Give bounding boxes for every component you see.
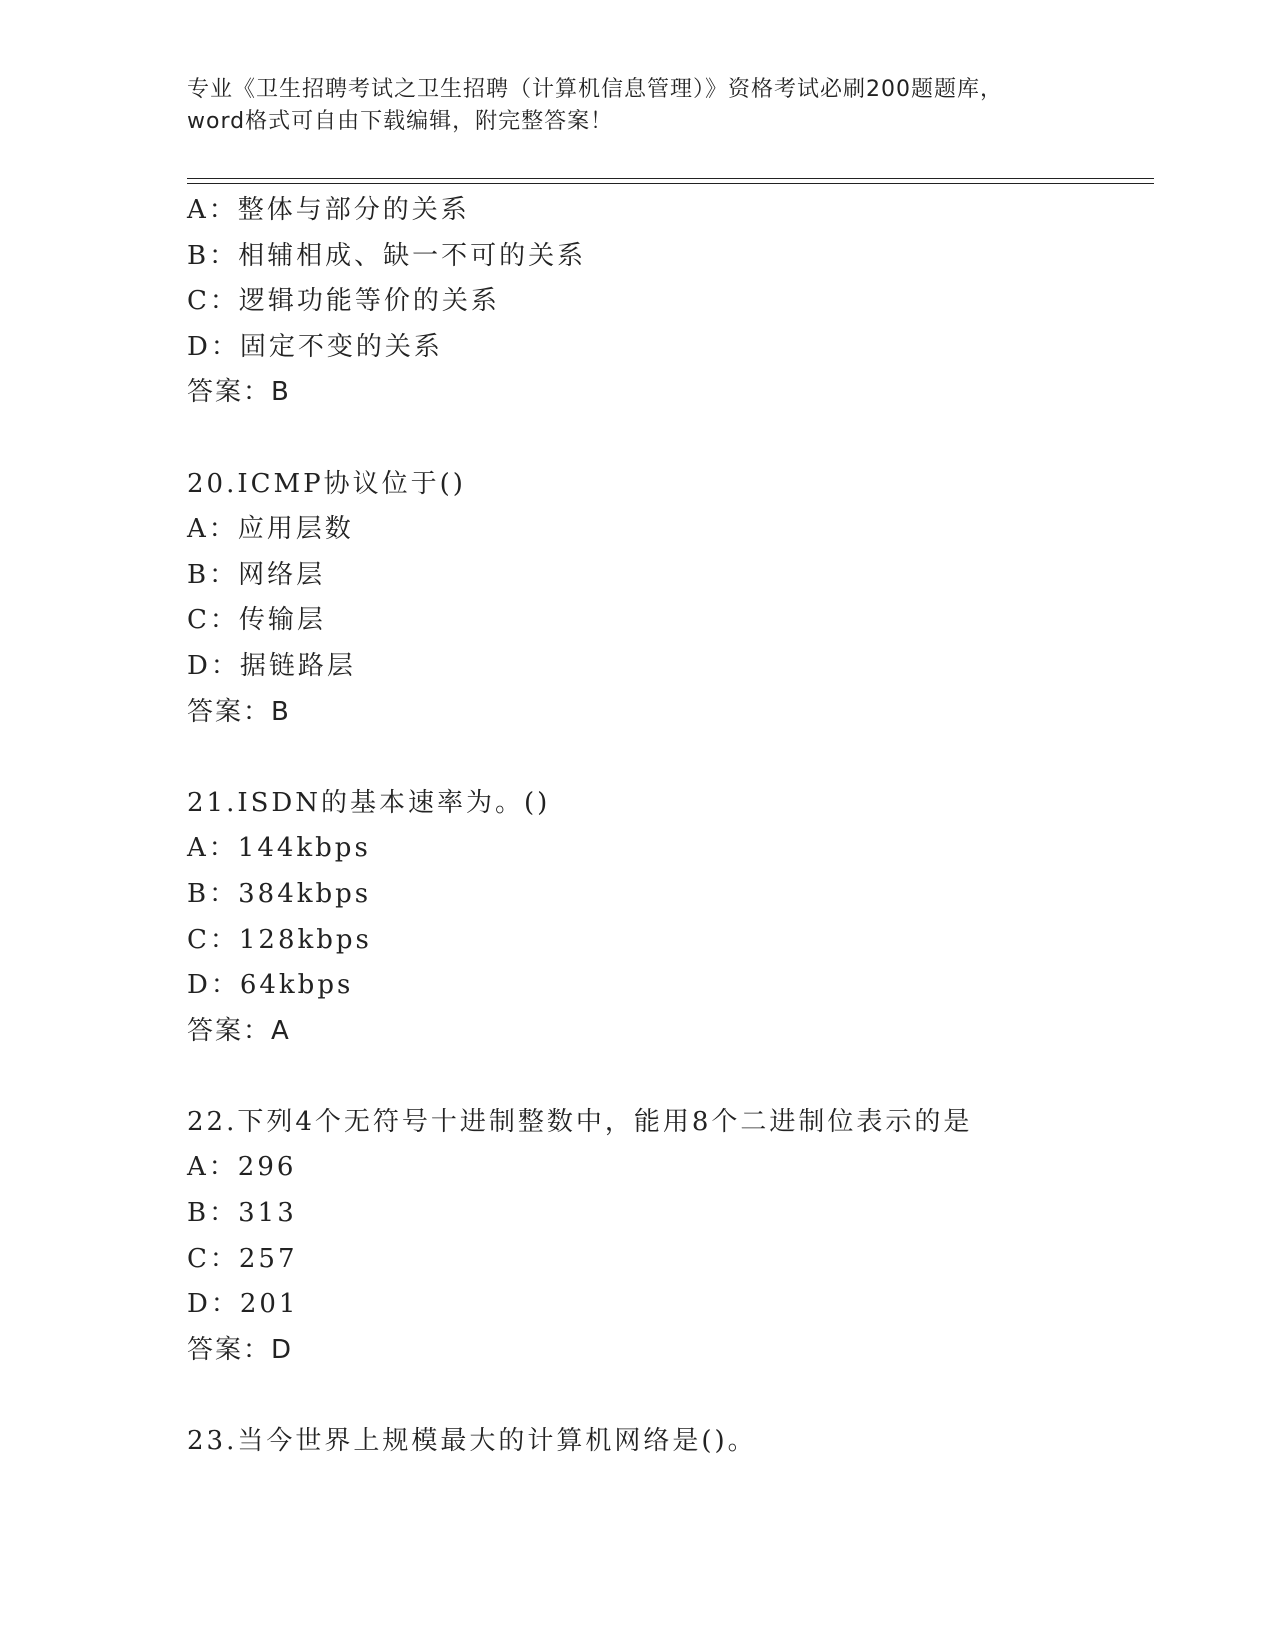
question-block bbox=[187, 462, 1147, 736]
spacer bbox=[187, 1054, 1147, 1100]
question-block bbox=[187, 1419, 1147, 1465]
spacer bbox=[187, 1373, 1147, 1419]
option-d: D：201 bbox=[187, 1289, 299, 1320]
question-block bbox=[187, 781, 1147, 1055]
spacer bbox=[187, 735, 1147, 781]
option-d: D：固定不变的关系 bbox=[187, 331, 443, 362]
option-a: A：144kbps bbox=[187, 833, 371, 864]
option-a: A：296 bbox=[187, 1152, 297, 1183]
question-block bbox=[187, 1100, 1147, 1374]
question-title: 23.当今世界上规模最大的计算机网络是()。 bbox=[187, 1426, 757, 1457]
spacer bbox=[187, 416, 1147, 462]
option-d: D：64kbps bbox=[187, 970, 354, 1001]
question-title: 21.ISDN的基本速率为。() bbox=[187, 787, 551, 818]
header-line-2: word格式可自由下载编辑，附完整答案！ bbox=[187, 109, 614, 134]
option-d: D：据链路层 bbox=[187, 650, 356, 681]
option-a: A：应用层数 bbox=[187, 514, 354, 545]
option-c: C：传输层 bbox=[187, 605, 326, 636]
answer-line: 答案：B bbox=[187, 696, 291, 727]
option-c: C：257 bbox=[187, 1243, 298, 1274]
header-line-1: 专业《卫生招聘考试之卫生招聘（计算机信息管理）》资格考试必刷200题题库， bbox=[187, 77, 1003, 102]
header-divider-top bbox=[187, 178, 1154, 179]
answer-line: 答案：A bbox=[187, 1015, 291, 1046]
answer-line: 答案：B bbox=[187, 377, 291, 408]
option-c: C：128kbps bbox=[187, 924, 372, 955]
option-a: A：整体与部分的关系 bbox=[187, 195, 470, 225]
question-block bbox=[187, 188, 1147, 416]
question-list bbox=[187, 188, 1147, 1465]
header-divider-bottom bbox=[187, 183, 1154, 184]
answer-line: 答案：D bbox=[187, 1334, 294, 1365]
option-c: C：逻辑功能等价的关系 bbox=[187, 286, 500, 317]
option-b: B：网络层 bbox=[187, 559, 326, 590]
option-b: B：相辅相成、缺一不可的关系 bbox=[187, 240, 587, 271]
document-header bbox=[187, 74, 1087, 138]
question-title: 22.下列4个无符号十进制整数中，能用8个二进制位表示的是 bbox=[187, 1106, 973, 1137]
question-title: 20.ICMP协议位于() bbox=[187, 468, 466, 499]
option-b: B：313 bbox=[187, 1198, 297, 1229]
option-b: B：384kbps bbox=[187, 878, 372, 909]
